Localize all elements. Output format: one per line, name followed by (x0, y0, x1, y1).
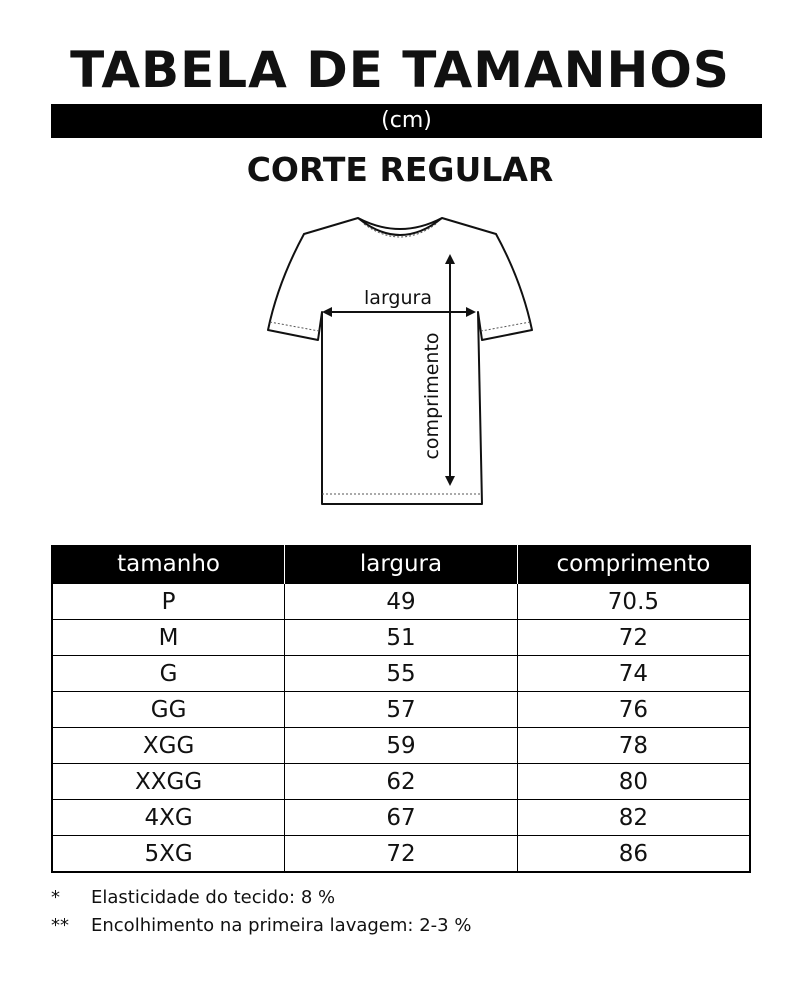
page-title: TABELA DE TAMANHOS (70, 41, 730, 99)
length-cell: 82 (517, 800, 750, 836)
size-cell: XXGG (52, 764, 285, 800)
footnote-elasticity (51, 884, 771, 912)
length-label: comprimento (421, 332, 443, 460)
footnote-mark: * (51, 887, 60, 908)
column-header-size: tamanho (52, 545, 285, 584)
tshirt-diagram (260, 212, 540, 512)
table-row (52, 620, 750, 656)
width-cell: 51 (285, 620, 518, 656)
width-cell: 59 (285, 728, 518, 764)
footnote-mark: ** (51, 915, 69, 936)
size-cell: P (52, 584, 285, 620)
length-cell: 72 (517, 620, 750, 656)
length-cell: 78 (517, 728, 750, 764)
size-table (51, 545, 751, 873)
unit-banner: (cm) (51, 104, 762, 138)
footnotes (51, 884, 771, 940)
table-row (52, 800, 750, 836)
table-header-row (52, 545, 750, 584)
width-cell: 57 (285, 692, 518, 728)
size-cell: G (52, 656, 285, 692)
footnote-shrinkage (51, 912, 771, 940)
footnote-text: Elasticidade do tecido: 8 % (91, 887, 336, 908)
size-cell: XGG (52, 728, 285, 764)
column-header-width: largura (285, 545, 518, 584)
width-cell: 72 (285, 836, 518, 873)
table-row (52, 584, 750, 620)
table-row (52, 692, 750, 728)
size-cell: 4XG (52, 800, 285, 836)
length-cell: 74 (517, 656, 750, 692)
table-row (52, 728, 750, 764)
length-cell: 86 (517, 836, 750, 873)
column-header-length: comprimento (517, 545, 750, 584)
width-cell: 55 (285, 656, 518, 692)
table-row (52, 656, 750, 692)
length-cell: 76 (517, 692, 750, 728)
table-row (52, 836, 750, 873)
tshirt-outline (268, 218, 532, 504)
footnote-text: Encolhimento na primeira lavagem: 2-3 % (91, 915, 472, 936)
width-cell: 67 (285, 800, 518, 836)
size-cell: 5XG (52, 836, 285, 873)
size-cell: M (52, 620, 285, 656)
width-cell: 49 (285, 584, 518, 620)
fit-subtitle: CORTE REGULAR (246, 150, 554, 189)
width-label: largura (364, 287, 432, 309)
size-cell: GG (52, 692, 285, 728)
width-cell: 62 (285, 764, 518, 800)
length-cell: 80 (517, 764, 750, 800)
table-row (52, 764, 750, 800)
length-cell: 70.5 (517, 584, 750, 620)
